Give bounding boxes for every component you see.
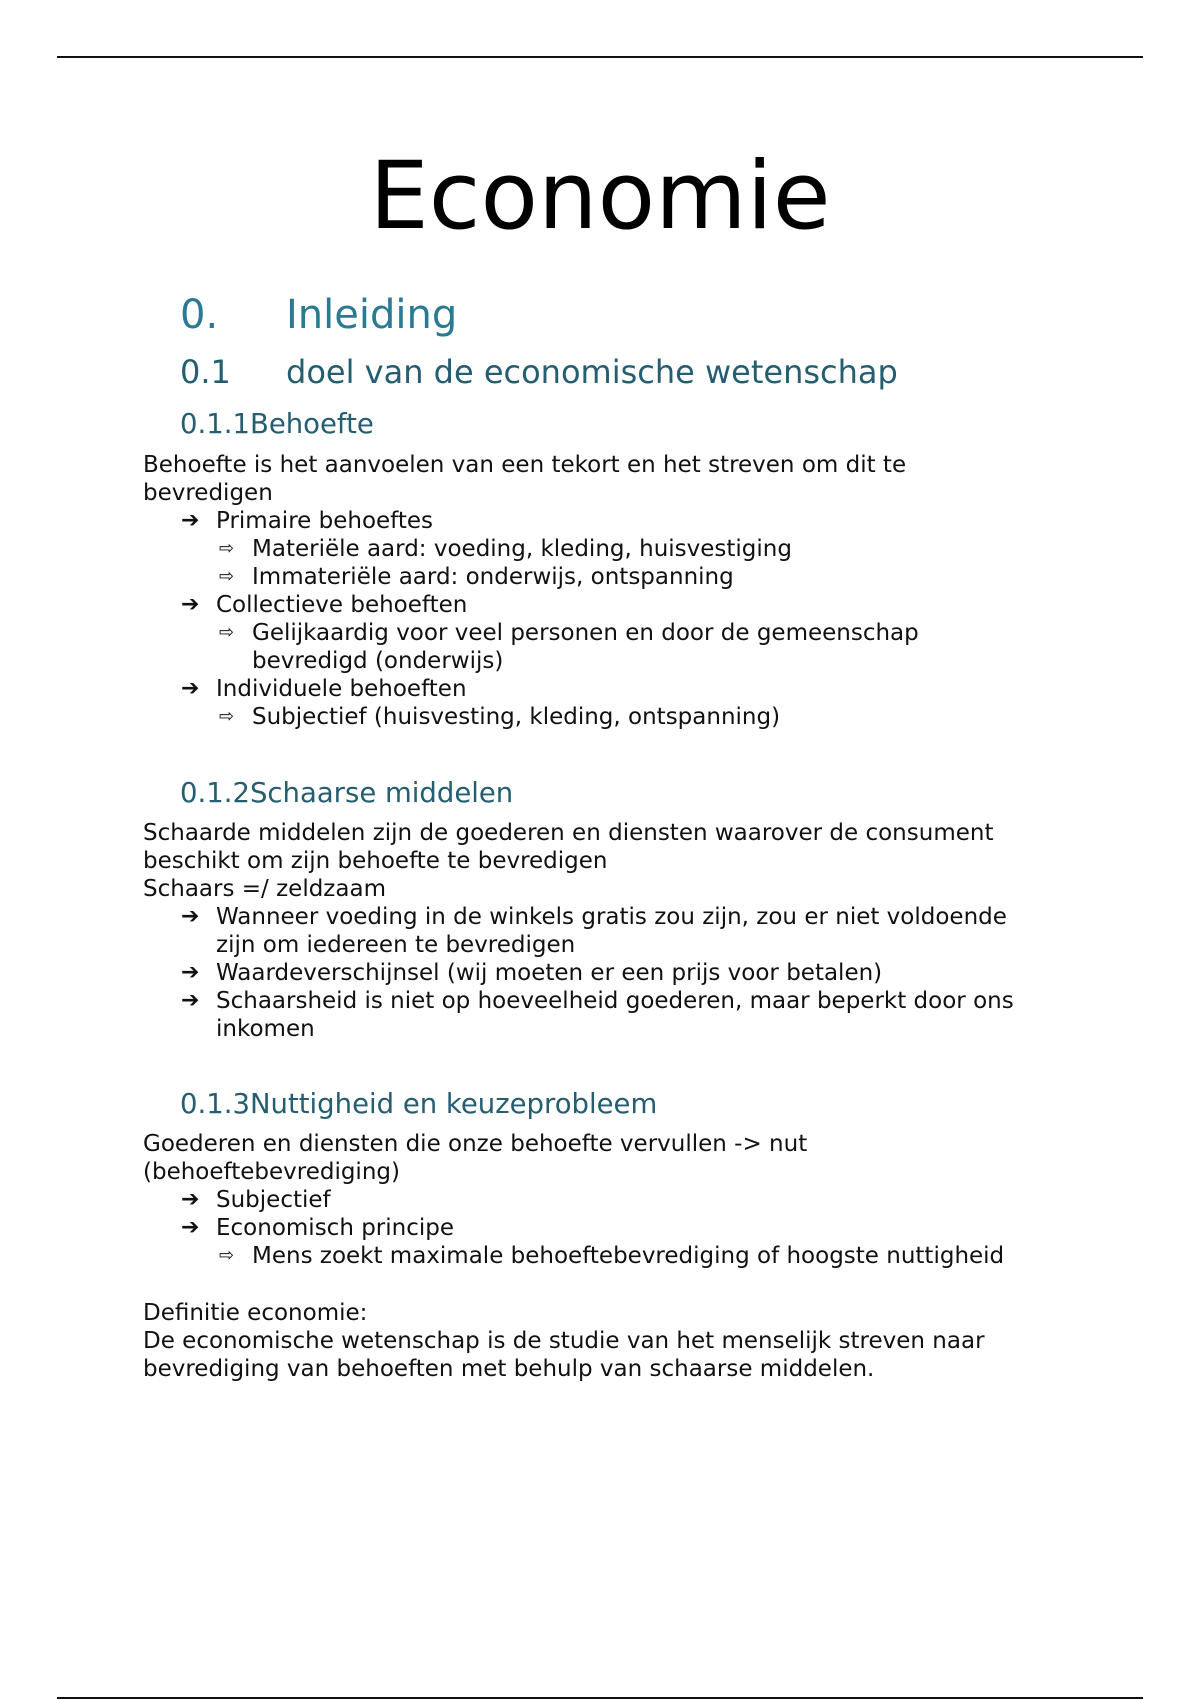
heading-inleiding xyxy=(180,290,457,340)
heading-schaarse-middelen: 0.1.2Schaarse middelen xyxy=(180,777,514,809)
list-item: ➔ Economisch principe xyxy=(181,1215,455,1241)
paragraph-line: (behoeftebevrediging) xyxy=(143,1159,400,1185)
outline-right-arrow-icon: ⇨ xyxy=(219,622,235,643)
bold-right-arrow-icon: ➔ xyxy=(181,676,200,701)
paragraph-line: bevredigen xyxy=(143,480,273,506)
heading-nuttigheid: 0.1.3Nuttigheid en keuzeprobleem xyxy=(180,1088,658,1120)
bold-right-arrow-icon: ➔ xyxy=(181,904,200,929)
definition-label: Definitie economie: xyxy=(143,1300,368,1326)
bold-right-arrow-icon: ➔ xyxy=(181,592,200,617)
outline-right-arrow-icon: ⇨ xyxy=(219,566,235,587)
list-item-continued: zijn om iedereen te bevredigen xyxy=(216,932,576,958)
bold-right-arrow-icon: ➔ xyxy=(181,1215,200,1240)
list-item: ➔ Individuele behoeften xyxy=(181,676,467,702)
section-schaarse-middelen xyxy=(143,819,1103,1043)
heading-number: 0. xyxy=(180,292,219,338)
bold-right-arrow-icon: ➔ xyxy=(181,1187,200,1212)
bold-right-arrow-icon: ➔ xyxy=(181,960,200,985)
paragraph-line: Schaarde middelen zijn de goederen en diensten waarover de consument xyxy=(143,820,994,846)
definition-text: De economische wetenschap is de studie van het menselijk streven naar xyxy=(143,1328,985,1354)
list-item: ➔ Waardeverschijnsel (wij moeten er een prijs voor betalen) xyxy=(181,960,883,986)
outline-right-arrow-icon: ⇨ xyxy=(219,538,235,559)
bold-right-arrow-icon: ➔ xyxy=(181,988,200,1013)
heading-text: Inleiding xyxy=(286,292,458,338)
sub-list-item: ⇨ Mens zoekt maximale behoeftebevrediging of hoogste nuttigheid xyxy=(219,1243,1005,1269)
heading-behoefte: 0.1.1Behoefte xyxy=(180,408,374,440)
sub-list-item: ⇨ Gelijkaardig voor veel personen en door de gemeenschap xyxy=(219,620,919,646)
paragraph-line: Behoefte is het aanvoelen van een tekort en het streven om dit te xyxy=(143,452,907,478)
bottom-rule xyxy=(57,1697,1143,1699)
heading-doel xyxy=(180,352,898,392)
definition-block xyxy=(143,1299,1103,1383)
sub-list-item-continued: bevredigd (onderwijs) xyxy=(252,648,504,674)
list-item: ➔ Schaarsheid is niet op hoeveelheid goederen, maar beperkt door ons xyxy=(181,988,1014,1014)
heading-text: doel van de economische wetenschap xyxy=(286,353,898,391)
top-rule xyxy=(57,56,1143,58)
list-item: ➔ Collectieve behoeften xyxy=(181,592,468,618)
section-nuttigheid xyxy=(143,1130,1103,1270)
paragraph-line: Goederen en diensten die onze behoefte vervullen -> nut xyxy=(143,1131,808,1157)
sub-list-item: ⇨ Materiële aard: voeding, kleding, huisvestiging xyxy=(219,536,792,562)
list-item-continued: inkomen xyxy=(216,1016,315,1042)
sub-list-item: ⇨ Immateriële aard: onderwijs, ontspanning xyxy=(219,564,734,590)
paragraph-line: beschikt om zijn behoefte te bevredigen xyxy=(143,848,608,874)
definition-text: bevrediging van behoeften met behulp van schaarse middelen. xyxy=(143,1356,875,1382)
section-behoefte xyxy=(143,451,1103,731)
document-title: Economie xyxy=(369,142,831,251)
bold-right-arrow-icon: ➔ xyxy=(181,508,200,533)
heading-number: 0.1 xyxy=(180,353,231,391)
paragraph-line: Schaars =/ zeldzaam xyxy=(143,876,386,902)
outline-right-arrow-icon: ⇨ xyxy=(219,706,235,727)
outline-right-arrow-icon: ⇨ xyxy=(219,1245,235,1266)
list-item: ➔ Wanneer voeding in de winkels gratis zou zijn, zou er niet voldoende xyxy=(181,904,1007,930)
list-item: ➔ Primaire behoeftes xyxy=(181,508,434,534)
sub-list-item: ⇨ Subjectief (huisvesting, kleding, ontspanning) xyxy=(219,704,781,730)
list-item: ➔ Subjectief xyxy=(181,1187,331,1213)
